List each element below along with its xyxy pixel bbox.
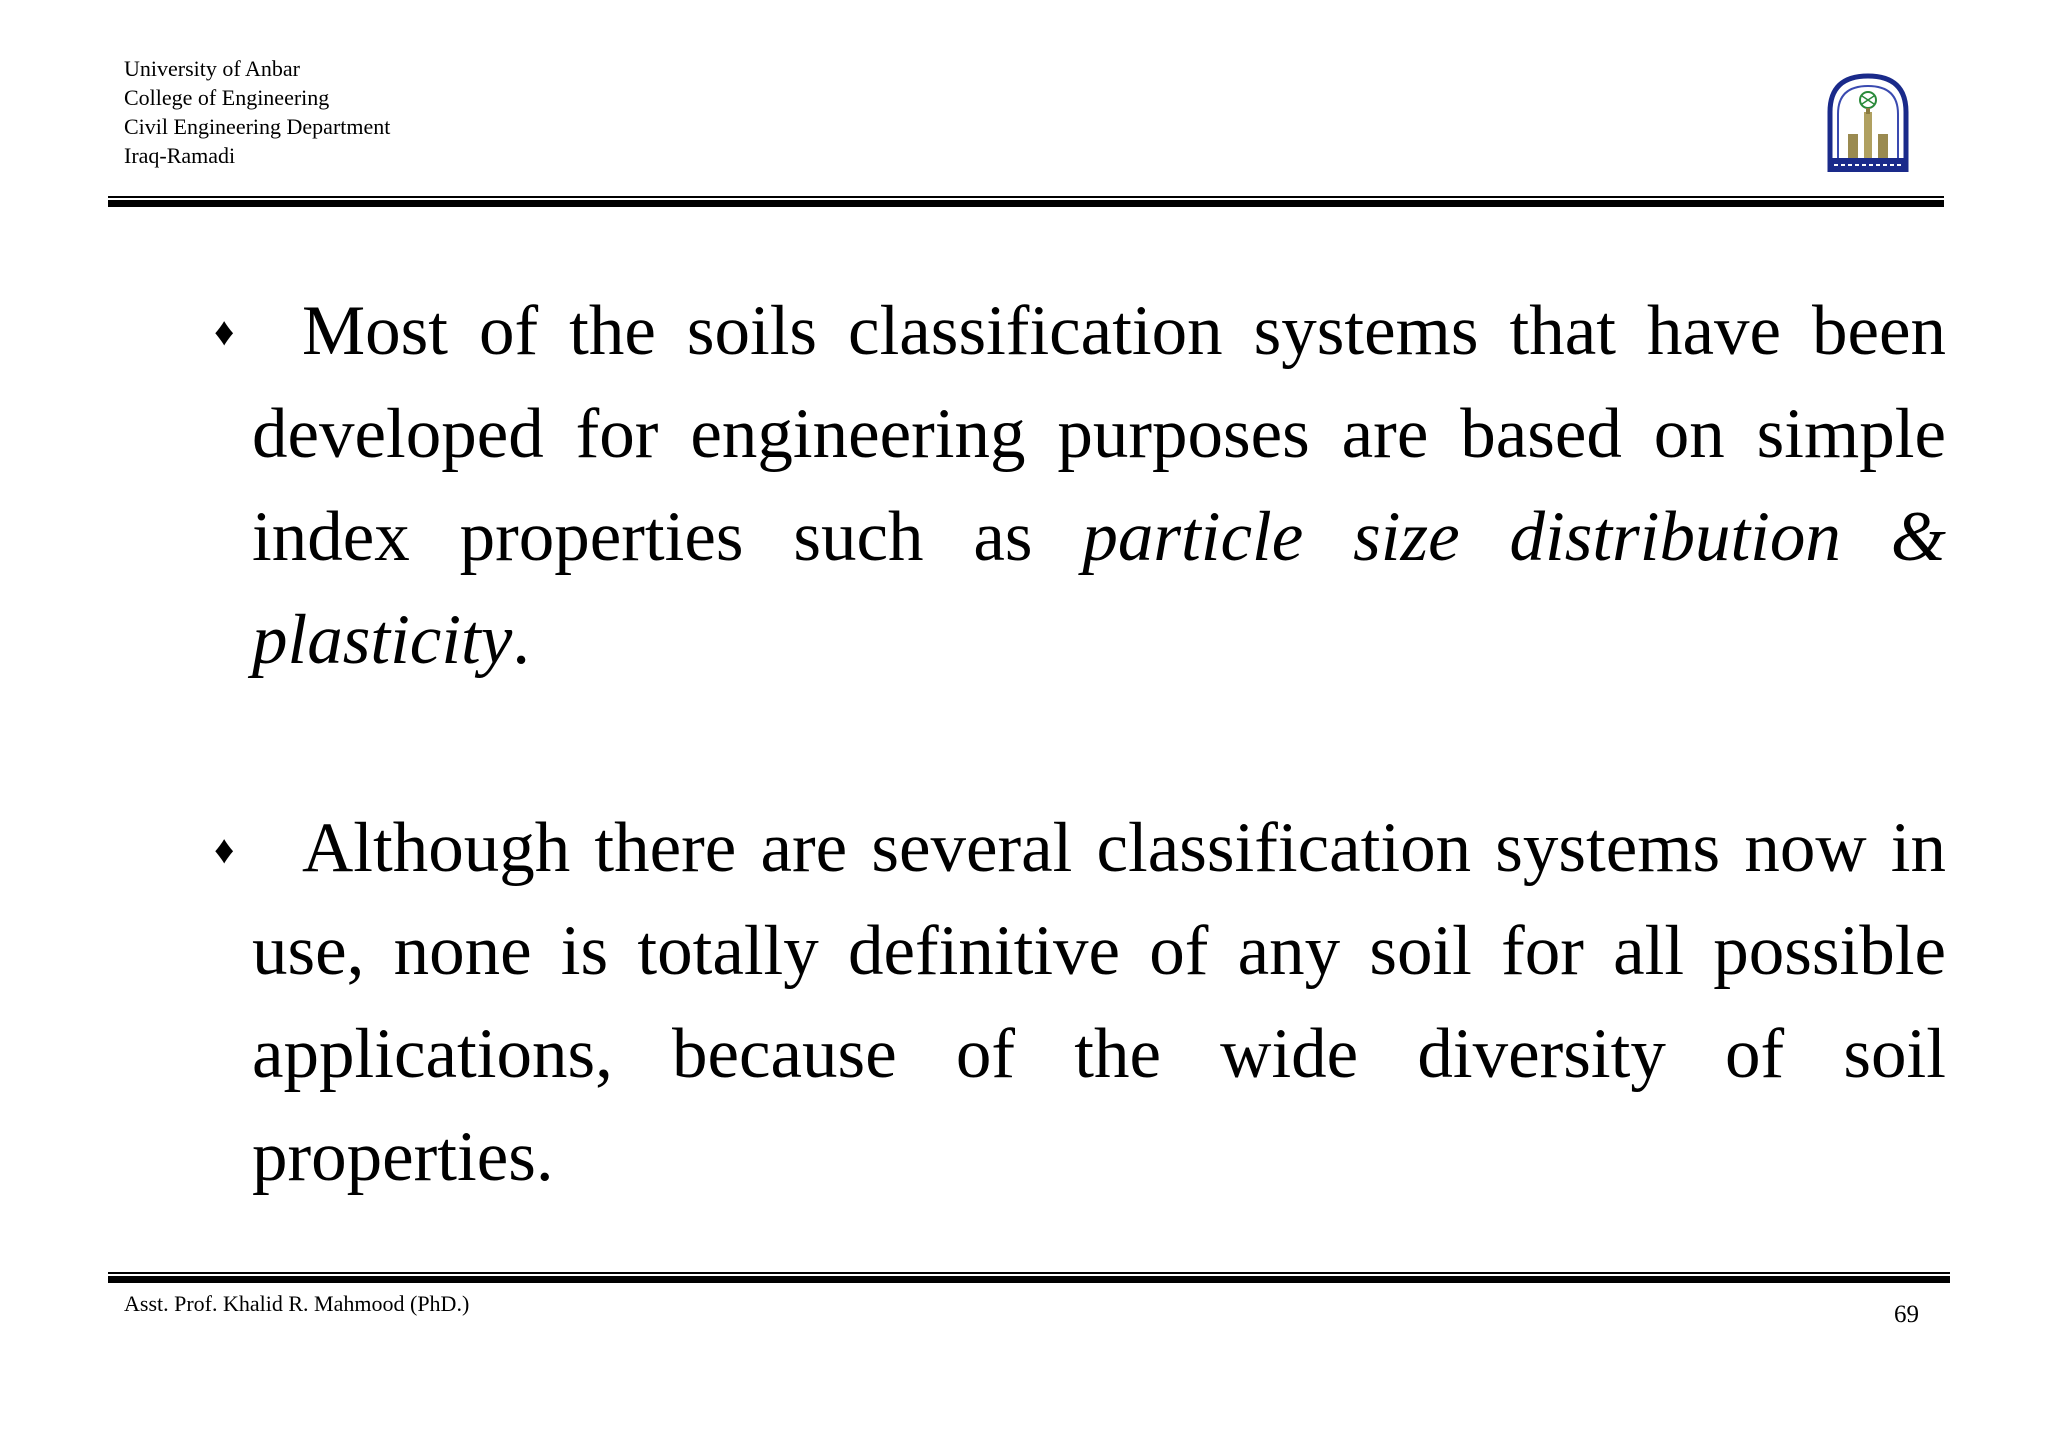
paragraph-1-text: Most of the soils classification systems that have been developed for engineering purposes are based on simple index properties such as: [252, 292, 1946, 576]
footer-divider: [108, 1272, 1950, 1284]
page-number: 69: [1894, 1301, 1919, 1328]
paragraph-1-italic: particle size distribution & plasticity: [252, 498, 1946, 679]
footer-author: Asst. Prof. Khalid R. Mahmood (PhD.): [124, 1291, 470, 1316]
paragraph-2-text: Although there are several classification systems now in use, none is totally definitive of any soil for all possible applications, because of the wide diversity of soil properties.: [252, 809, 1946, 1196]
paragraph-2: [252, 797, 1946, 1209]
bullet-diamond-1: ♦: [214, 309, 235, 354]
paragraph-1-tail: .: [512, 601, 531, 679]
header-university: University of Anbar: [124, 56, 300, 81]
header-location: Iraq-Ramadi: [124, 143, 236, 168]
university-of-anbar-logo-icon: [1822, 72, 1914, 174]
paragraph-1: [252, 280, 1946, 692]
header-department: Civil Engineering Department: [124, 114, 391, 139]
header-divider: [108, 196, 1944, 208]
header-college: College of Engineering: [124, 85, 330, 110]
institution-header: [124, 54, 390, 170]
bullet-diamond-2: ♦: [214, 827, 235, 872]
